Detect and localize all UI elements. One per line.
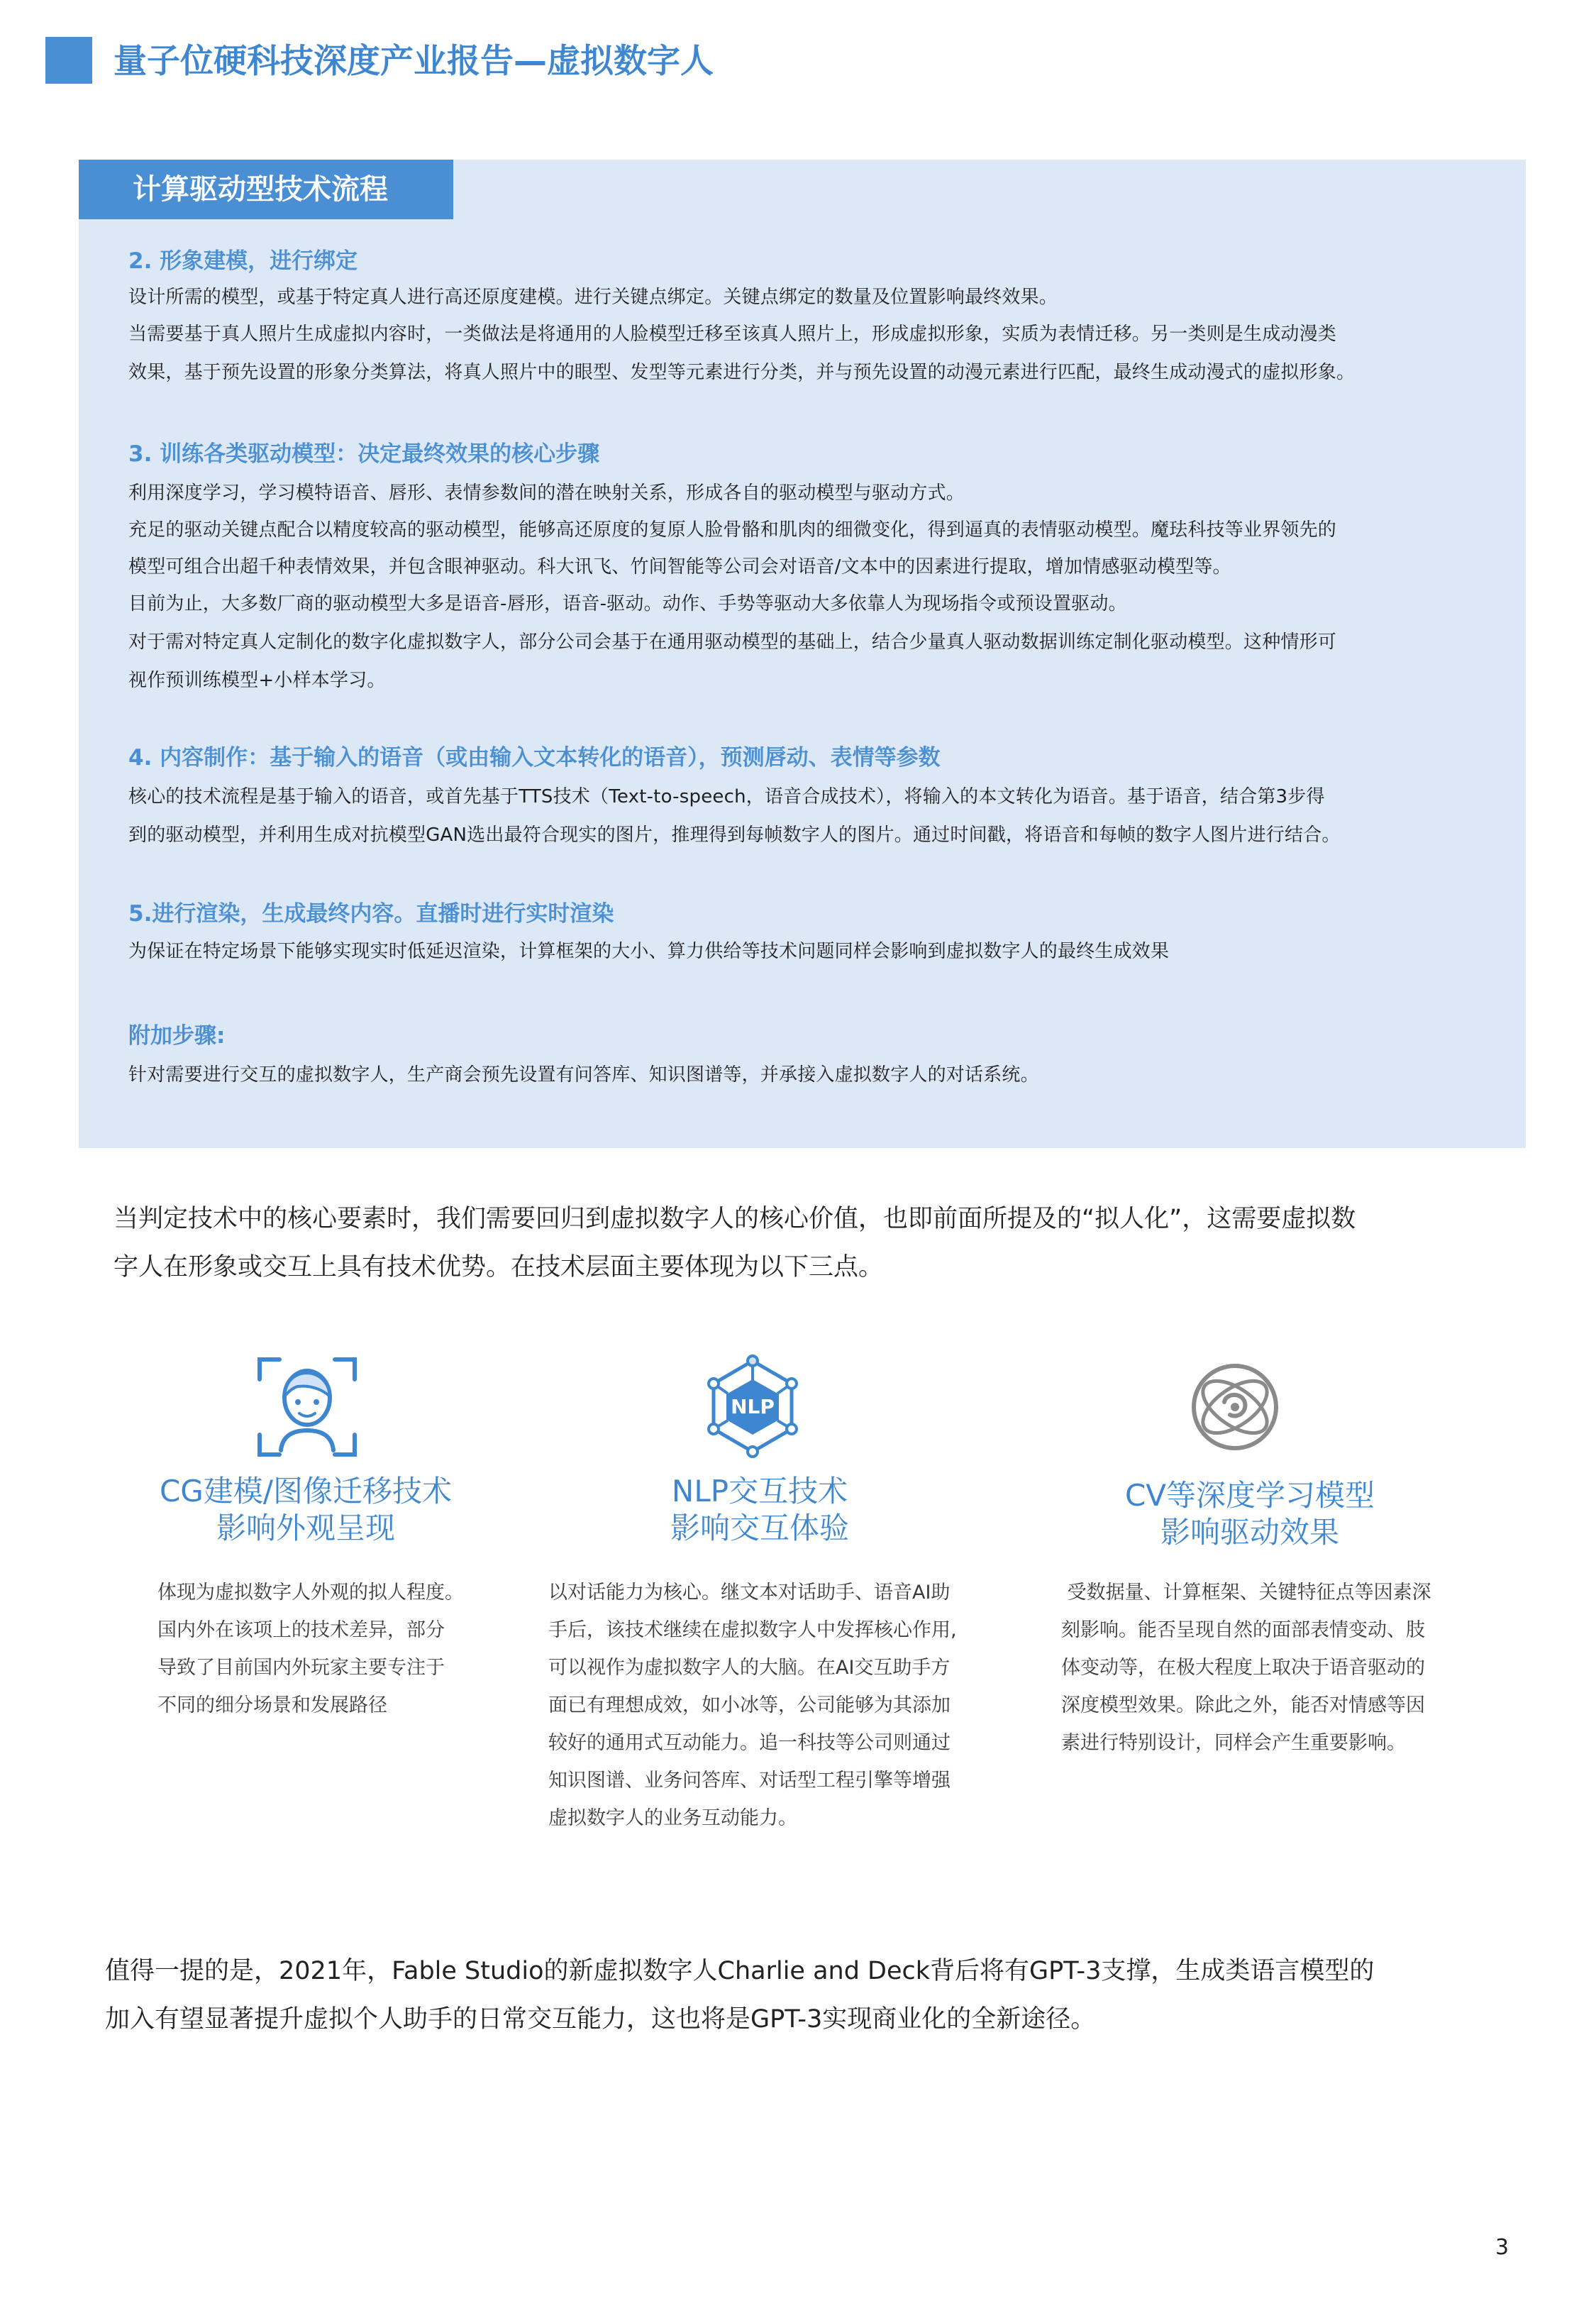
point-description <box>1061 1574 1431 1762</box>
point-desc-line: 刻影响。能否呈现自然的面部表情变动、肢 <box>1061 1619 1425 1641</box>
nlp-network-icon <box>699 1354 806 1460</box>
point-desc-line: 导致了目前国内外玩家主要专注于 <box>157 1657 445 1679</box>
section-heading: 附加步骤: <box>128 1023 226 1049</box>
point-desc-line: 不同的细分场景和发展路径 <box>157 1694 387 1716</box>
section-text-line: 到的驱动模型，并利用生成对抗模型GAN选出最符合现实的图片，推理得到每帧数字人的图片。通过时间戳，将语音和每帧的数字人图片进行结合。 <box>128 824 1341 846</box>
point-title-line: 影响交互体验 <box>670 1511 849 1545</box>
point-desc-line: 知识图谱、业务问答库、对话型工程引擎等增强 <box>548 1770 951 1792</box>
section-text-line: 效果，基于预先设置的形象分类算法，将真人照片中的眼型、发型等元素进行分类，并与预先设置的动漫元素进行匹配，最终生成动漫式的虚拟形象。 <box>128 362 1356 383</box>
section-text-line: 针对需要进行交互的虚拟数字人，生产商会预先设置有问答库、知识图谱等，并承接入虚拟数字人的对话系统。 <box>128 1064 1039 1086</box>
face-scan-icon <box>254 1354 360 1460</box>
section-heading: 5.进行渲染，生成最终内容。直播时进行实时渲染 <box>128 901 614 927</box>
point-description <box>548 1574 957 1837</box>
point-title-line: CG建模/图像迁移技术 <box>159 1474 453 1508</box>
intro-line: 字人在形象或交互上具有技术优势。在技术层面主要体现为以下三点。 <box>113 1253 884 1281</box>
point-desc-line: 手后，该技术继续在虚拟数字人中发挥核心作用, <box>548 1619 957 1641</box>
swirl-orbit-icon <box>1182 1354 1288 1460</box>
section-text-line: 充足的驱动关键点配合以精度较高的驱动模型，能够高还原度的复原人脸骨骼和肌肉的细微变化，得到逼真的表情驱动模型。魔珐科技等业界领先的 <box>128 519 1337 541</box>
section-text-line: 视作预训练模型+小样本学习。 <box>128 670 386 691</box>
point-desc-line: 以对话能力为核心。继文本对话助手、语音AI助 <box>548 1582 951 1604</box>
point-title-line: NLP交互技术 <box>671 1474 848 1508</box>
section-text-line: 当需要基于真人照片生成虚拟内容时，一类做法是将通用的人脸模型迁移至该真人照片上，形成虚拟形象，实质为表情迁移。另一类则是生成动漫类 <box>128 324 1337 345</box>
header-accent-square <box>45 37 92 84</box>
intro-line: 当判定技术中的核心要素时，我们需要回归到虚拟数字人的核心价值，也即前面所提及的“拟人化”，这需要虚拟数 <box>113 1205 1356 1233</box>
closing-line: 加入有望显著提升虚拟个人助手的日常交互能力，这也将是GPT-3实现商业化的全新途径。 <box>105 2005 1096 2034</box>
point-description <box>157 1574 464 1724</box>
section-text-line: 为保证在特定场景下能够实现实时低延迟渲染，计算框架的大小、算力供给等技术问题同样会影响到虚拟数字人的最终生成效果 <box>128 941 1170 962</box>
section-heading: 2. 形象建模，进行绑定 <box>128 248 358 274</box>
nlp-icon-text: NLP <box>731 1395 775 1418</box>
section-text-line: 目前为止，大多数厂商的驱动模型大多是语音-唇形，语音-驱动。动作、手势等驱动大多依靠人为现场指令或预设置驱动。 <box>128 593 1127 614</box>
point-desc-line: 深度模型效果。除此之外，能否对情感等因 <box>1061 1694 1425 1716</box>
section-heading: 3. 训练各类驱动模型：决定最终效果的核心步骤 <box>128 441 600 467</box>
point-desc-line: 虚拟数字人的业务互动能力。 <box>548 1807 797 1829</box>
point-desc-line: 国内外在该项上的技术差异，部分 <box>157 1619 445 1641</box>
point-title <box>107 1473 504 1547</box>
point-desc-line: 素进行特别设计，同样会产生重要影响。 <box>1061 1732 1406 1754</box>
point-title-line: 影响外观呈现 <box>216 1511 395 1545</box>
section-text-line: 核心的技术流程是基于输入的语音，或首先基于TTS技术（Text-to-speech，语音合成技术），将输入的本文转化为语音。基于语音，结合第3步得 <box>128 786 1325 807</box>
point-title <box>561 1473 958 1547</box>
point-desc-line: 体变动等，在极大程度上取决于语音驱动的 <box>1061 1657 1425 1679</box>
point-desc-line: 受数据量、计算框架、关键特征点等因素深 <box>1061 1582 1431 1604</box>
point-title-line: 影响驱动效果 <box>1160 1515 1339 1550</box>
point-desc-line: 可以视作为虚拟数字人的大脑。在AI交互助手方 <box>548 1657 951 1679</box>
point-desc-line: 面已有理想成效，如小冰等，公司能够为其添加 <box>548 1694 951 1716</box>
section-text-line: 模型可组合出超千种表情效果，并包含眼神驱动。科大讯飞、竹间智能等公司会对语音/文本中的因素进行提取，增加情感驱动模型等。 <box>128 556 1231 578</box>
panel-tab-label: 计算驱动型技术流程 <box>133 173 388 206</box>
section-text-line: 设计所需的模型，或基于特定真人进行高还原度建模。进行关键点绑定。关键点绑定的数量及位置影响最终效果。 <box>128 287 1058 308</box>
section-text-line: 利用深度学习，学习模特语音、唇形、表情参数间的潜在映射关系，形成各自的驱动模型与驱动方式。 <box>128 482 965 504</box>
page-number: 3 <box>1495 2235 1509 2260</box>
point-title <box>1051 1477 1448 1551</box>
closing-line: 值得一提的是，2021年，Fable Studio的新虚拟数字人Charlie and Deck背后将有GPT-3支撑，生成类语言模型的 <box>105 1957 1375 1985</box>
section-heading: 4. 内容制作：基于输入的语音（或由输入文本转化的语音），预测唇动、表情等参数 <box>128 745 941 771</box>
point-desc-line: 体现为虚拟数字人外观的拟人程度。 <box>157 1582 464 1604</box>
point-desc-line: 较好的通用式互动能力。追一科技等公司则通过 <box>548 1732 951 1754</box>
point-title-line: CV等深度学习模型 <box>1124 1478 1375 1513</box>
report-title: 量子位硬科技深度产业报告—虚拟数字人 <box>113 42 714 81</box>
panel-tab <box>79 160 453 219</box>
section-text-line: 对于需对特定真人定制化的数字化虚拟数字人，部分公司会基于在通用驱动模型的基础上，结合少量真人驱动数据训练定制化驱动模型。这种情形可 <box>128 631 1337 653</box>
